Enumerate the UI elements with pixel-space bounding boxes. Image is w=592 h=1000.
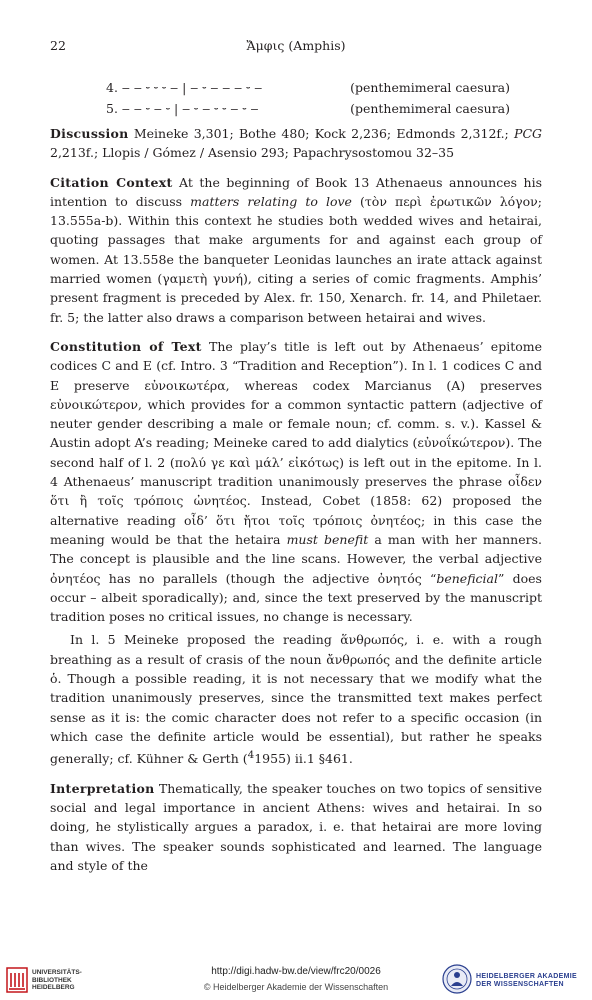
constitution-of-text-paragraph [50,337,542,626]
digitization-footer [0,960,592,1000]
academy-name-line: DER WISSENSCHAFTEN [476,981,564,988]
section-label: Discussion [50,126,129,141]
paragraph-text: 1955) ii.1 §461. [254,751,353,767]
paragraph-text: (τὸν περὶ ἐρωτικῶν λόγον; 13.555a-b). Within this context he studies both wedded wives and hetairai, quoting passages that make arguments for and against each group of women. At 13.558e the banqueter Leonidas launches an irate attack against married women (γαμετὴ γυνή), citing a series of comic fragments. Amphis’ present fragment is preceded by Alex. fr. 150, Xenarch. fr. 14, and Philetaer. fr. 5; the latter also draws a comparison between hetairai and wives. [50,193,542,325]
section-label: Constitution of Text [50,338,202,354]
section-label: Interpretation [50,780,155,796]
section-label: Citation Context [50,174,173,190]
paragraph-text: a man with her manners. The concept is plausible and the line scans. However, the verbal adjective ὀνητέος has no parallels (though the adjective ὀνητός “ [50,531,542,586]
emphasis: PCG [514,126,542,141]
page-header [50,38,542,56]
running-title: Ἄμφις (Amphis) [246,38,346,53]
caesura-note: (penthemimeral caesura) [350,80,510,95]
paragraph-text: In l. 5 Meineke proposed the reading ἅνθρωπός, i. e. with a rough breathing as a result of crasis of the noun ἄνθρωπός and the definite article ὁ. Though a possible reading, it is not necessary that we modify what the tradition unanimously preserves, since the transmitted text makes perfect sense as it is: the comic character does not refer to a specific occasion (in which case the definite article would be essential), but rather he speaks generally; cf. Kühner & Gerth ( [50,632,542,767]
library-name-line: HEIDELBERG [32,984,75,991]
metrical-scheme-line-5 [50,101,542,121]
metre-pattern: 4. ‒ ‒ ⏑ ⏑ ⏑ ‒ | ‒ ⏑ ‒ ‒ ‒ ⏑ ‒ [106,80,263,95]
paragraph-text: At the beginning of Book 13 Athenaeus announces his intention to discuss [50,174,542,209]
paragraph-text: ” does occur – albeit sporadically); and, since the text preserved by the manuscript tradition poses no critical issues, no change is necessary. [50,570,542,625]
metre-pattern: 5. ‒ ‒ ⏑ ‒ ⏑ | ‒ ⏑ ‒ ⏑ ⏑ ‒ ⏑ ‒ [106,101,259,116]
academy-name [476,973,577,989]
metrical-scheme-line-4 [50,80,542,100]
academy-name-line: HEIDELBERGER AKADEMIE [476,973,577,980]
commentary-body [50,124,542,885]
academy-logo[interactable] [442,964,584,996]
caesura-note: (penthemimeral caesura) [350,101,510,116]
paragraph-text: Meineke 3,301; Bothe 480; Kock 2,236; Edmonds 2,312f.; [128,126,515,141]
paragraph-text: The play’s title is left out by Athenaeus’ epitome codices C and E (cf. Intro. 3 “Tradition and Reception”). In l. 1 codices C and E preserve εὐνοικωτέρα, whereas codex Marcianus (A) preserves εὐνοικώτερον, which provides for a common syntactic pattern (adjective of neuter gender describing a male or female noun; cf. comm. s. v.). Kassel & Austin adopt A’s reading; Meineke cared to add dialytics (εὐνοΐκώτερον). The second half of l. 2 (πολύ γε καὶ μάλ’ εἰκότως) is left out in the epitome. In l. 4 Athenaeus’ manuscript tradition unanimously preserves the phrase οἶδεν ὅτι ἢ τοῖς τρόποις ὠνητέος. Instead, Cobet (1858: 62) proposed the alternative reading οἶδ’ ὅτι ἤτοι τοῖς τρόποις ὀνητέος; in this case the meaning would be that the hetaira [50,338,542,547]
discussion-paragraph [50,124,542,163]
constitution-of-text-paragraph-2 [50,630,542,768]
edition-superscript: 4 [247,749,255,762]
paragraph-text: 2,213f.; Llopis / Gómez / Asensio 293; Papachrysostomou 32–35 [50,145,455,161]
library-name-line: UNIVERSITÄTS- [32,969,82,976]
academy-seal-icon [442,964,472,994]
interpretation-paragraph [50,779,542,875]
citation-context-paragraph [50,173,542,327]
emphasis: beneficial [436,570,498,586]
library-name-line: BIBLIOTHEK [32,976,72,984]
emphasis: must benefit [286,531,369,547]
copyright-notice: © Heidelberger Akademie der Wissenschaften [203,982,389,992]
paragraph-text: Thematically, the speaker touches on two topics of sensitive social and legal importance in ancient Athens: wives and hetairai. In so doing, he stylistically argues a paradox, i. e. that hetairai are more loving than wives. The speaker sounds sophisticated and learned. The language and style of the [50,780,542,873]
permalink-url[interactable]: http://digi.hadw-bw.de/view/frc20/0026 [211,966,381,977]
page-number: 22 [50,38,66,53]
emphasis: matters relating to love [190,193,352,209]
